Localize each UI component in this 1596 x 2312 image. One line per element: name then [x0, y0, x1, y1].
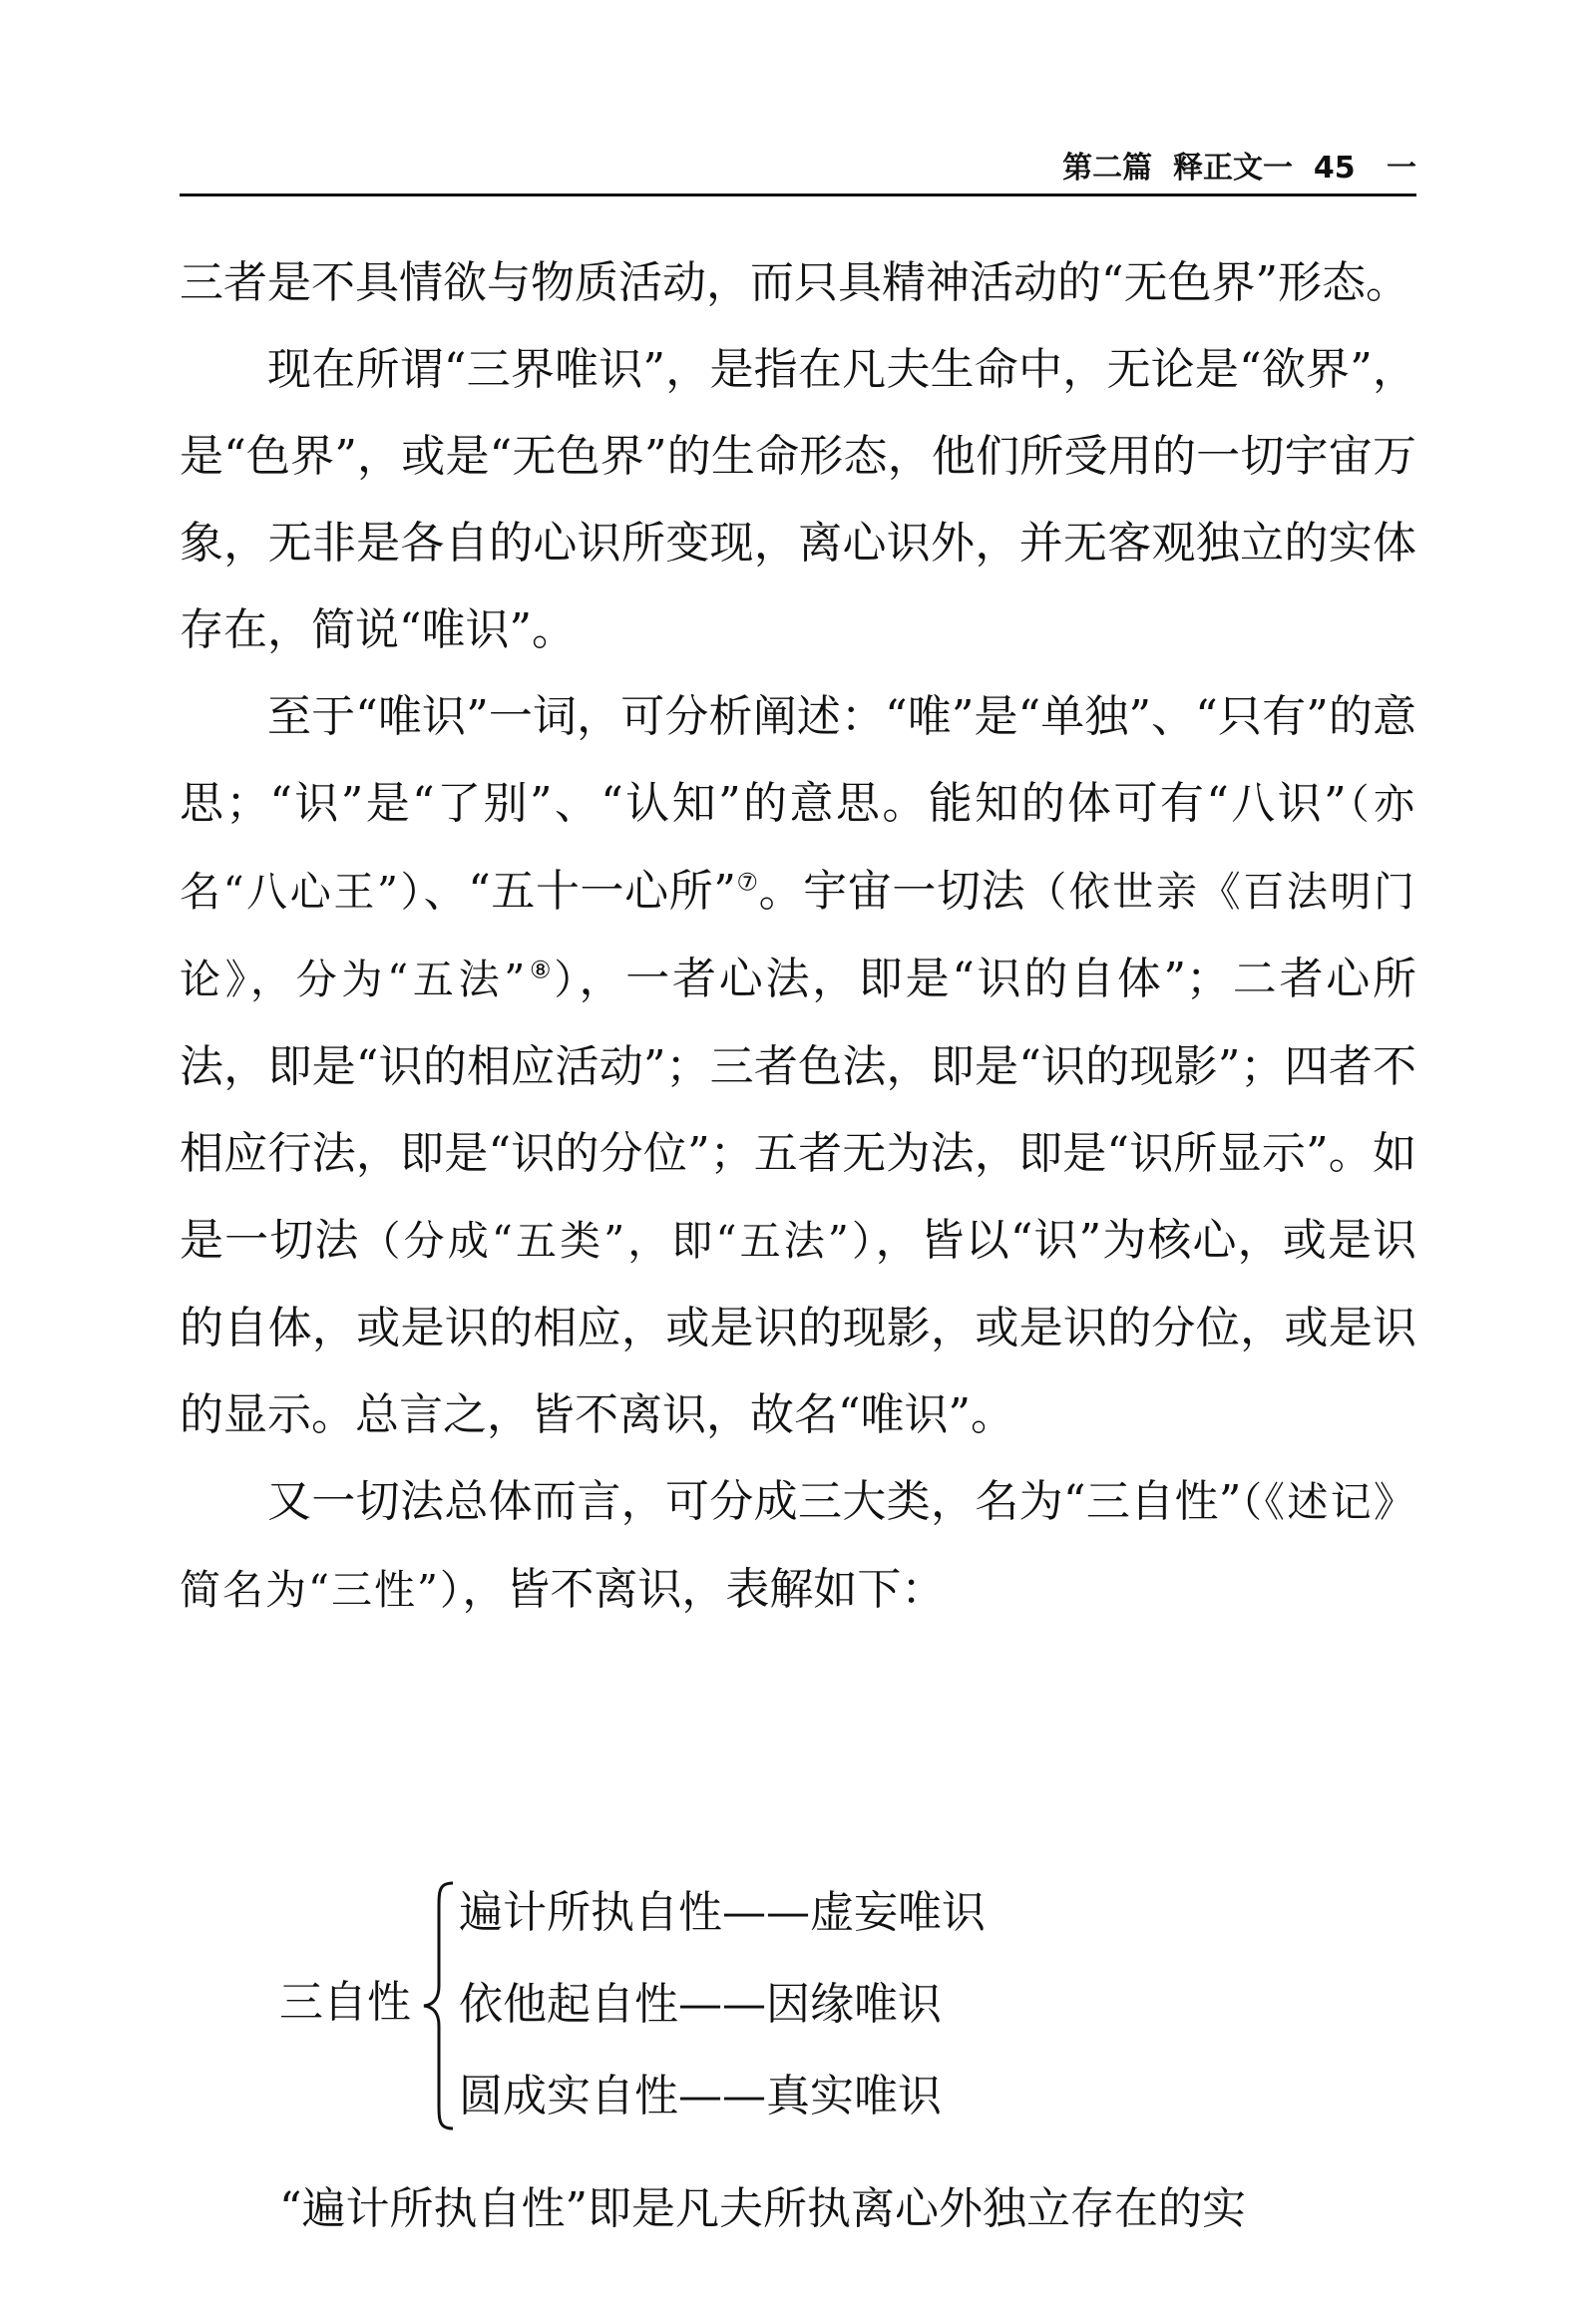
footnote-marker-7[interactable]: ⑦: [735, 868, 759, 897]
footnote-marker-8[interactable]: ⑧: [527, 956, 555, 984]
paragraph-4-text: 又一切法总体而言，可分成三大类，名为“三自性”: [267, 1476, 1242, 1527]
page-number: 45: [1313, 151, 1356, 186]
parenthetical-note: （亦名“八心王”）: [180, 780, 1417, 916]
paragraph-3-text: 至于“唯识”一词，可分析阐述：“唯”是“单独”、“只有”的意思；“识”是“了别”、“认知”的意思。能知的体可有“八识”: [180, 691, 1416, 829]
paragraph-3-text: ，一者心法，即是“识的自体”；二者心所法，即是“识的相应活动”；三者色法，即是“识的现影”；四者不相应行法，即是“识的分位”；五者无为法，即是“识所显示”。如是一切法: [180, 954, 1416, 1266]
diagram-item: 遍计所执自性——虚妄唯识: [459, 1887, 986, 1938]
parenthetical-note: （《述记》简名为“三性”）: [180, 1478, 1416, 1614]
diagram-item: 依他起自性——因缘唯识: [459, 1979, 942, 2030]
curly-brace-icon: [421, 1881, 457, 2130]
diagram-items: [459, 1867, 986, 2142]
paragraph-1: 三者是不具情欲与物质活动，而只具精神活动的“无色界”形态。: [180, 257, 1409, 308]
paragraph-3: [180, 673, 1416, 1458]
parenthetical-note: （依世亲《百法明门论》，分为“五法”: [180, 868, 1417, 1003]
chapter-title: 第二篇 释正文一: [1062, 151, 1294, 186]
paragraph-3-text: ，皆以“识”为核心，或是识的自体，或是识的相应，或是识的现影，或是识的分位，或是识的显示。总言之，皆不离识，故名“唯识”。: [180, 1215, 1417, 1440]
parenthetical-note: ）: [554, 956, 580, 1003]
paragraph-2: 现在所谓“三界唯识”，是指在凡夫生命中，无论是“欲界”，是“色界”，或是“无色界”的生命形态，他们所受用的一切宇宙万象，无非是各自的心识所变现，离心识外，并无客观独立的实体存在，简说“唯识”。: [180, 344, 1416, 655]
paragraph-3-text: 、“五十一心所”: [423, 866, 736, 917]
body-text: [180, 239, 1416, 1634]
header-dash: 一: [1387, 151, 1416, 186]
running-header: [180, 150, 1416, 196]
paragraph-4-text: ，皆不离识，表解如下：: [462, 1564, 946, 1615]
paragraph-4: [180, 1458, 1416, 1634]
paragraph-3-text: 。宇宙一切法: [758, 866, 1026, 917]
parenthetical-note: （分成“五类”，即“五法”）: [359, 1217, 876, 1265]
diagram-root-label: 三自性: [279, 1977, 411, 2028]
paragraph-5-start: “遍计所执自性”即是凡夫所执离心外独立存在的实: [279, 2183, 1246, 2234]
diagram-item: 圆成实自性——真实唯识: [459, 2071, 942, 2121]
three-natures-diagram: [279, 1867, 1177, 2142]
